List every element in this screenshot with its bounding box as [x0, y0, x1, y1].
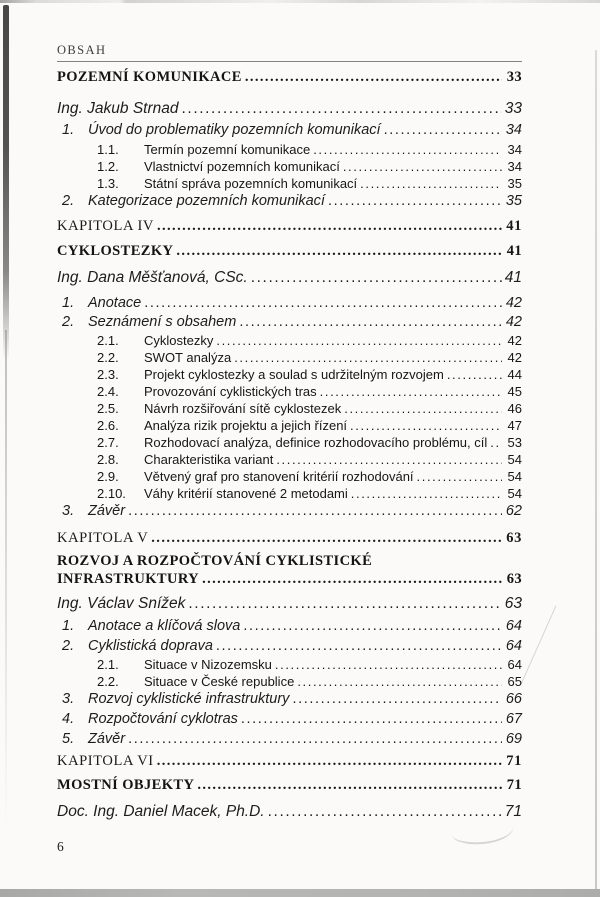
entry-page: 62	[505, 503, 522, 519]
toc-entry	[57, 158, 522, 175]
toc-entry	[57, 595, 522, 613]
entry-page: 34	[505, 122, 522, 138]
toc-entry	[57, 175, 522, 192]
entry-page: 33	[504, 100, 522, 117]
toc-entry	[57, 690, 522, 709]
entry-title: Termín pozemní komunikace	[144, 142, 311, 157]
entry-number: 2.10.	[97, 486, 126, 501]
entry-number: 1.3.	[97, 176, 119, 191]
entry-page: 33	[506, 69, 522, 85]
toc-entry	[57, 141, 522, 158]
entry-number: 2.1.	[97, 333, 119, 348]
toc-entry	[57, 656, 522, 673]
dot-leader	[320, 383, 502, 400]
entry-title: Ing. Václav Snížek	[57, 595, 186, 612]
entry-title: Ing. Dana Měšťanová, CSc.	[57, 269, 248, 286]
entry-title: INFRASTRUKTURY	[57, 571, 200, 587]
entry-title: POZEMNÍ KOMUNIKACE	[57, 69, 242, 85]
entry-page: 41	[506, 243, 522, 259]
entry-number: 2.4.	[97, 384, 119, 399]
entry-page: 41	[506, 218, 522, 234]
dot-leader	[351, 485, 502, 502]
entry-number: 1.1.	[97, 142, 119, 157]
entry-page: 69	[505, 731, 522, 747]
entry-number: 2.	[62, 314, 75, 330]
entry-page: 67	[505, 711, 522, 727]
entry-page: 63	[506, 530, 522, 546]
entry-title: CYKLOSTEZKY	[57, 243, 174, 259]
dot-leader	[384, 121, 502, 140]
dot-leader	[490, 434, 502, 451]
toc-entry	[57, 366, 522, 383]
entry-title: Anotace	[88, 295, 142, 311]
toc-entry	[57, 192, 522, 211]
dot-leader	[197, 777, 502, 794]
entry-title: Seznámení s obsahem	[88, 314, 237, 330]
toc-entry	[57, 552, 522, 570]
entry-title: Projekt cyklostezky a soulad s udržitelným rozvojem	[144, 367, 444, 382]
dot-leader	[268, 803, 502, 821]
entry-page: 54	[507, 452, 522, 467]
toc-entry	[57, 100, 522, 118]
entry-title: Vlastnictví pozemních komunikací	[144, 159, 340, 174]
toc-entry	[57, 349, 522, 366]
scan-edge-left	[3, 5, 9, 360]
toc-entry	[57, 294, 522, 313]
entry-page: 66	[505, 691, 522, 707]
dot-leader	[328, 192, 502, 211]
dot-leader	[297, 673, 502, 690]
entry-number: 2.8.	[97, 452, 119, 467]
dot-leader	[276, 451, 502, 468]
entry-title: Návrh rozšiřování sítě cyklostezek	[144, 401, 342, 416]
entry-title: Kategorizace pozemních komunikací	[88, 193, 325, 209]
toc-entry	[57, 710, 522, 729]
dot-leader	[350, 417, 502, 434]
toc-entry	[57, 530, 522, 547]
dot-leader	[417, 468, 502, 485]
toc-entry	[57, 313, 522, 332]
toc-entry	[57, 218, 522, 235]
entry-number: 2.9.	[97, 469, 119, 484]
toc-entry	[57, 777, 522, 794]
entry-number: 2.	[62, 193, 75, 209]
entry-number: 2.2.	[97, 674, 119, 689]
dot-leader	[344, 400, 502, 417]
entry-title: Doc. Ing. Daniel Macek, Ph.D.	[57, 803, 265, 820]
toc-entry	[57, 803, 522, 821]
entry-page: 42	[507, 333, 522, 348]
dot-leader	[239, 313, 502, 332]
dot-leader	[128, 730, 502, 749]
entry-number: 5.	[62, 731, 75, 747]
entry-page: 71	[504, 803, 522, 820]
entry-number: 2.3.	[97, 367, 119, 382]
dot-leader	[188, 595, 502, 613]
entry-title: Úvod do problematiky pozemních komunikací	[88, 122, 381, 138]
toc-entry	[57, 400, 522, 417]
entry-title: SWOT analýza	[144, 350, 232, 365]
toc-entry	[57, 637, 522, 656]
dot-leader	[157, 218, 502, 235]
dot-leader	[128, 502, 502, 521]
entry-title: KAPITOLA VI	[57, 753, 154, 769]
entry-page: 64	[505, 638, 522, 654]
toc-content	[57, 0, 522, 854]
entry-title: Rozpočtování cyklotras	[88, 711, 238, 727]
entry-page: 64	[507, 657, 522, 672]
dot-leader	[292, 690, 502, 709]
entry-number: 1.	[62, 122, 75, 138]
dot-leader	[360, 175, 502, 192]
entry-number: 1.	[62, 618, 75, 634]
toc-entry	[57, 502, 522, 521]
entry-title: MOSTNÍ OBJEKTY	[57, 777, 195, 793]
entry-page: 54	[507, 486, 522, 501]
entry-title: Provozování cyklistických tras	[144, 384, 317, 399]
entry-number: 3.	[62, 691, 75, 707]
toc-entry	[57, 753, 522, 770]
toc-entry	[57, 451, 522, 468]
entry-number: 2.2.	[97, 350, 119, 365]
dot-leader	[313, 141, 502, 158]
toc-entry	[57, 269, 522, 287]
dot-leader	[157, 753, 502, 770]
toc-entry	[57, 485, 522, 502]
entry-page: 54	[507, 469, 522, 484]
entry-page: 71	[506, 753, 522, 769]
entry-page: 42	[505, 314, 522, 330]
dot-leader	[275, 656, 502, 673]
entry-page: 44	[507, 367, 522, 382]
entry-page: 42	[505, 295, 522, 311]
entry-page: 64	[505, 618, 522, 634]
entry-number: 2.6.	[97, 418, 119, 433]
entry-number: 2.	[62, 638, 75, 654]
entry-number: 2.7.	[97, 435, 119, 450]
dot-leader	[216, 637, 502, 656]
entry-title: Charakteristika variant	[144, 452, 274, 467]
entry-title: Cyklistická doprava	[88, 638, 213, 654]
running-header: OBSAH	[57, 44, 522, 62]
entry-title: Rozhodovací analýza, definice rozhodovacího problému, cíl	[144, 435, 488, 450]
dot-leader	[182, 100, 503, 118]
toc-entry	[57, 673, 522, 690]
entry-title: Váhy kritérií stanovené 2 metodami	[144, 486, 348, 501]
toc-entry	[57, 383, 522, 400]
entry-title: KAPITOLA IV	[57, 218, 154, 234]
scan-edge-right	[595, 50, 597, 890]
entry-page: 71	[506, 777, 522, 793]
entry-title: ROZVOJ A ROZPOČTOVÁNÍ CYKLISTICKÉ	[57, 553, 373, 569]
entry-page: 34	[507, 159, 522, 174]
dot-leader	[241, 710, 502, 729]
entry-page: 35	[505, 193, 522, 209]
dot-leader	[216, 332, 502, 349]
dot-leader	[243, 617, 502, 636]
entry-page: 63	[506, 571, 522, 587]
entry-number: 2.1.	[97, 657, 119, 672]
toc-entry	[57, 570, 522, 588]
entry-number: 4.	[62, 711, 75, 727]
dot-leader	[447, 366, 502, 383]
toc-entry	[57, 332, 522, 349]
page-number: 6	[57, 839, 64, 854]
entry-page: 35	[507, 176, 522, 191]
entry-number: 1.	[62, 295, 75, 311]
entry-page: 42	[507, 350, 522, 365]
toc-entry	[57, 434, 522, 451]
entry-title: Anotace a klíčová slova	[88, 618, 241, 634]
entry-page: 45	[507, 384, 522, 399]
entry-page: 34	[507, 142, 522, 157]
entry-page: 65	[507, 674, 522, 689]
entry-page: 41	[504, 269, 522, 286]
entry-page: 53	[507, 435, 522, 450]
entry-title: Závěr	[88, 731, 126, 747]
scan-edge-left-line	[5, 330, 7, 830]
entry-number: 1.2.	[97, 159, 119, 174]
dot-leader	[251, 269, 502, 287]
entry-title: Závěr	[88, 503, 126, 519]
entry-title: Ing. Jakub Strnad	[57, 100, 179, 117]
entry-title: Cyklostezky	[144, 333, 214, 348]
entry-title: Analýza rizik projektu a jejich řízení	[144, 418, 348, 433]
dot-leader	[176, 243, 502, 260]
entry-number: 2.5.	[97, 401, 119, 416]
entry-page: 63	[504, 595, 522, 612]
dot-leader	[144, 294, 502, 313]
entry-title: KAPITOLA V	[57, 530, 149, 546]
entry-page: 46	[507, 401, 522, 416]
toc-entry	[57, 69, 522, 86]
entry-title: Větvený graf pro stanovení kritérií rozhodování	[144, 469, 414, 484]
entry-title: Rozvoj cyklistické infrastruktury	[88, 691, 290, 707]
entry-page: 47	[507, 418, 522, 433]
dot-leader	[245, 69, 502, 86]
dot-leader	[234, 349, 502, 366]
toc-entry	[57, 730, 522, 749]
entry-number: 3.	[62, 503, 75, 519]
dot-leader	[202, 570, 502, 588]
entry-title: Situace v České republice	[144, 674, 295, 689]
toc-entry	[57, 617, 522, 636]
toc-entry	[57, 468, 522, 485]
entry-title: Státní správa pozemních komunikací	[144, 176, 358, 191]
dot-leader	[151, 530, 502, 547]
toc-entry	[57, 417, 522, 434]
toc-entry	[57, 243, 522, 260]
toc-entry	[57, 121, 522, 140]
dot-leader	[343, 158, 502, 175]
entry-title: Situace v Nizozemsku	[144, 657, 272, 672]
scan-edge-bottom	[0, 889, 600, 897]
